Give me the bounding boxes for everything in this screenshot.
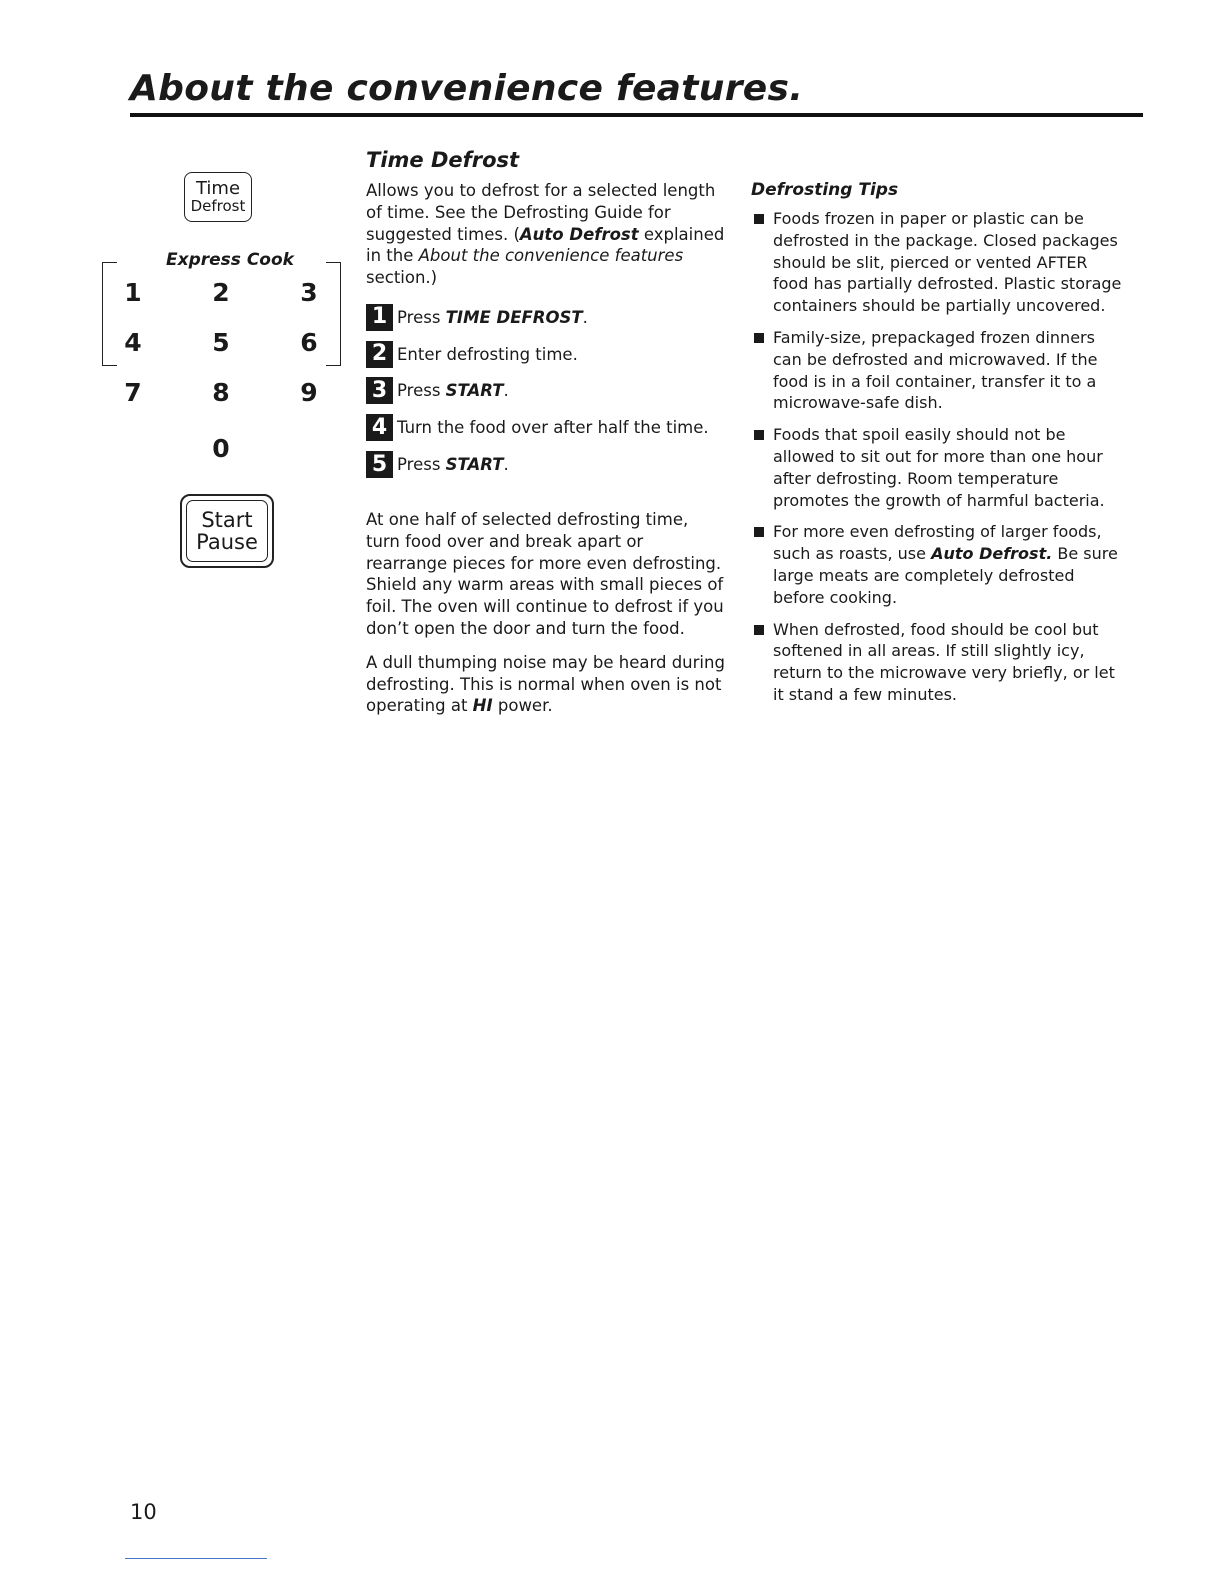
time-defrost-key-line2: Defrost — [190, 196, 246, 215]
square-bullet-icon — [754, 333, 764, 343]
time-defrost-key-line1: Time — [195, 177, 241, 199]
step-text — [397, 381, 509, 400]
step-text-main: Press — [397, 381, 446, 401]
time-defrost-section — [366, 148, 726, 717]
noise-hi-power: HI — [472, 696, 493, 716]
tip-text: Family-size, prepackaged frozen dinners can be defrosted and microwaved. If the food is in a foil container, transfer it to a microwave-safe dish. — [773, 327, 1098, 413]
noise-text-2: power. — [492, 696, 553, 716]
page-number: 10 — [130, 1500, 157, 1524]
time-defrost-heading: Time Defrost — [366, 148, 520, 172]
tip-text: Foods that spoil easily should not be allowed to sit out for more than one hour after defrosting. Room temperature promotes the growth of harmful bacteria. — [773, 425, 1105, 510]
list-item — [751, 619, 1123, 706]
express-cook-label: Express Cook — [166, 250, 294, 270]
tip-bold: Auto Defrost. — [931, 544, 1053, 564]
tip-text-after: Be sure large meats are completely defrosted before cooking. — [773, 544, 1118, 607]
start-pause-key — [180, 494, 274, 568]
noise-text-1: A dull thumping noise may be heard during defrosting. This is normal when oven is not operating at — [366, 652, 725, 716]
time-defrost-intro — [366, 180, 726, 289]
step-text — [397, 345, 578, 364]
number-key-1: 1 — [124, 278, 142, 307]
intro-text-1: Allows you to defrost for a selected length of time. See the Defrosting Guide for suggested times. ( — [366, 181, 716, 244]
square-bullet-icon — [754, 214, 764, 224]
step-item — [366, 299, 726, 336]
number-key-9: 9 — [300, 378, 318, 407]
tips-list — [751, 208, 1123, 706]
intro-auto-defrost: Auto Defrost — [519, 224, 639, 244]
keypad-illustration — [100, 150, 350, 590]
step-text-after: . — [503, 381, 509, 401]
step-number-badge: 1 — [366, 304, 393, 331]
tip-text: For more even defrosting of larger foods, such as roasts, use — [773, 522, 1102, 564]
title-rule — [130, 113, 1143, 117]
start-pause-key-line2: Pause — [196, 530, 258, 554]
express-cook-bracket-left — [102, 262, 117, 366]
step-number-badge: 5 — [366, 451, 393, 478]
step-number-badge: 2 — [366, 341, 393, 368]
time-defrost-key — [184, 172, 252, 222]
page-title: About the convenience features. — [130, 68, 804, 109]
list-item — [751, 424, 1123, 511]
defrosting-tips-heading: Defrosting Tips — [751, 180, 899, 200]
step-item — [366, 336, 726, 373]
number-key-6: 6 — [300, 328, 318, 357]
step-text — [397, 418, 709, 437]
thumping-noise-paragraph — [366, 652, 726, 717]
defrosting-tips-section — [751, 180, 1123, 716]
step-text-main: Press — [397, 455, 446, 475]
square-bullet-icon — [754, 527, 764, 537]
step-text — [397, 455, 509, 474]
step-text-main: Turn the food over after half the time. — [397, 418, 709, 438]
step-text-after: . — [503, 455, 509, 475]
half-time-paragraph: At one half of selected defrosting time, turn food over and break apart or rearrange pieces for more even defrosting. Shield any warm areas with small pieces of foil. The oven will continue to defrost if you don’t open the door and turn the food. — [366, 509, 724, 638]
step-item — [366, 409, 726, 446]
start-pause-key-line1: Start — [201, 507, 253, 532]
list-item — [751, 327, 1123, 414]
square-bullet-icon — [754, 625, 764, 635]
square-bullet-icon — [754, 430, 764, 440]
step-text-after: . — [582, 307, 588, 327]
list-item — [751, 208, 1123, 317]
step-emphasis: START — [445, 381, 504, 401]
step-text — [397, 308, 588, 327]
express-cook-bracket-right — [326, 262, 341, 366]
tip-text: Foods frozen in paper or plastic can be defrosted in the package. Closed packages should be slit, pierced or vented AFTER food has partially defrosted. Plastic storage containers should be partially uncovered. — [773, 209, 1122, 316]
step-item — [366, 373, 726, 410]
intro-text-2: explained in the — [366, 224, 725, 266]
list-item — [751, 521, 1123, 608]
number-key-8: 8 — [212, 378, 230, 407]
step-item — [366, 446, 726, 483]
step-emphasis: START — [445, 455, 504, 475]
step-number-badge: 3 — [366, 377, 393, 404]
intro-text-3: section.) — [366, 268, 438, 288]
number-key-5: 5 — [212, 328, 230, 357]
footer-rule — [125, 1558, 267, 1559]
number-key-4: 4 — [124, 328, 142, 357]
tip-text: When defrosted, food should be cool but softened in all areas. If still slightly icy, return to the microwave very briefly, or let it stand a few minutes. — [773, 619, 1115, 704]
intro-section-ref: About the convenience features — [418, 246, 684, 266]
steps-list — [366, 299, 726, 483]
step-text-main: Enter defrosting time. — [397, 344, 578, 364]
number-key-2: 2 — [212, 278, 230, 307]
step-number-badge: 4 — [366, 414, 393, 441]
number-key-3: 3 — [300, 278, 318, 307]
step-text-main: Press — [397, 307, 446, 327]
number-key-0: 0 — [212, 434, 230, 463]
number-key-7: 7 — [124, 378, 142, 407]
step-emphasis: TIME DEFROST — [445, 307, 583, 327]
